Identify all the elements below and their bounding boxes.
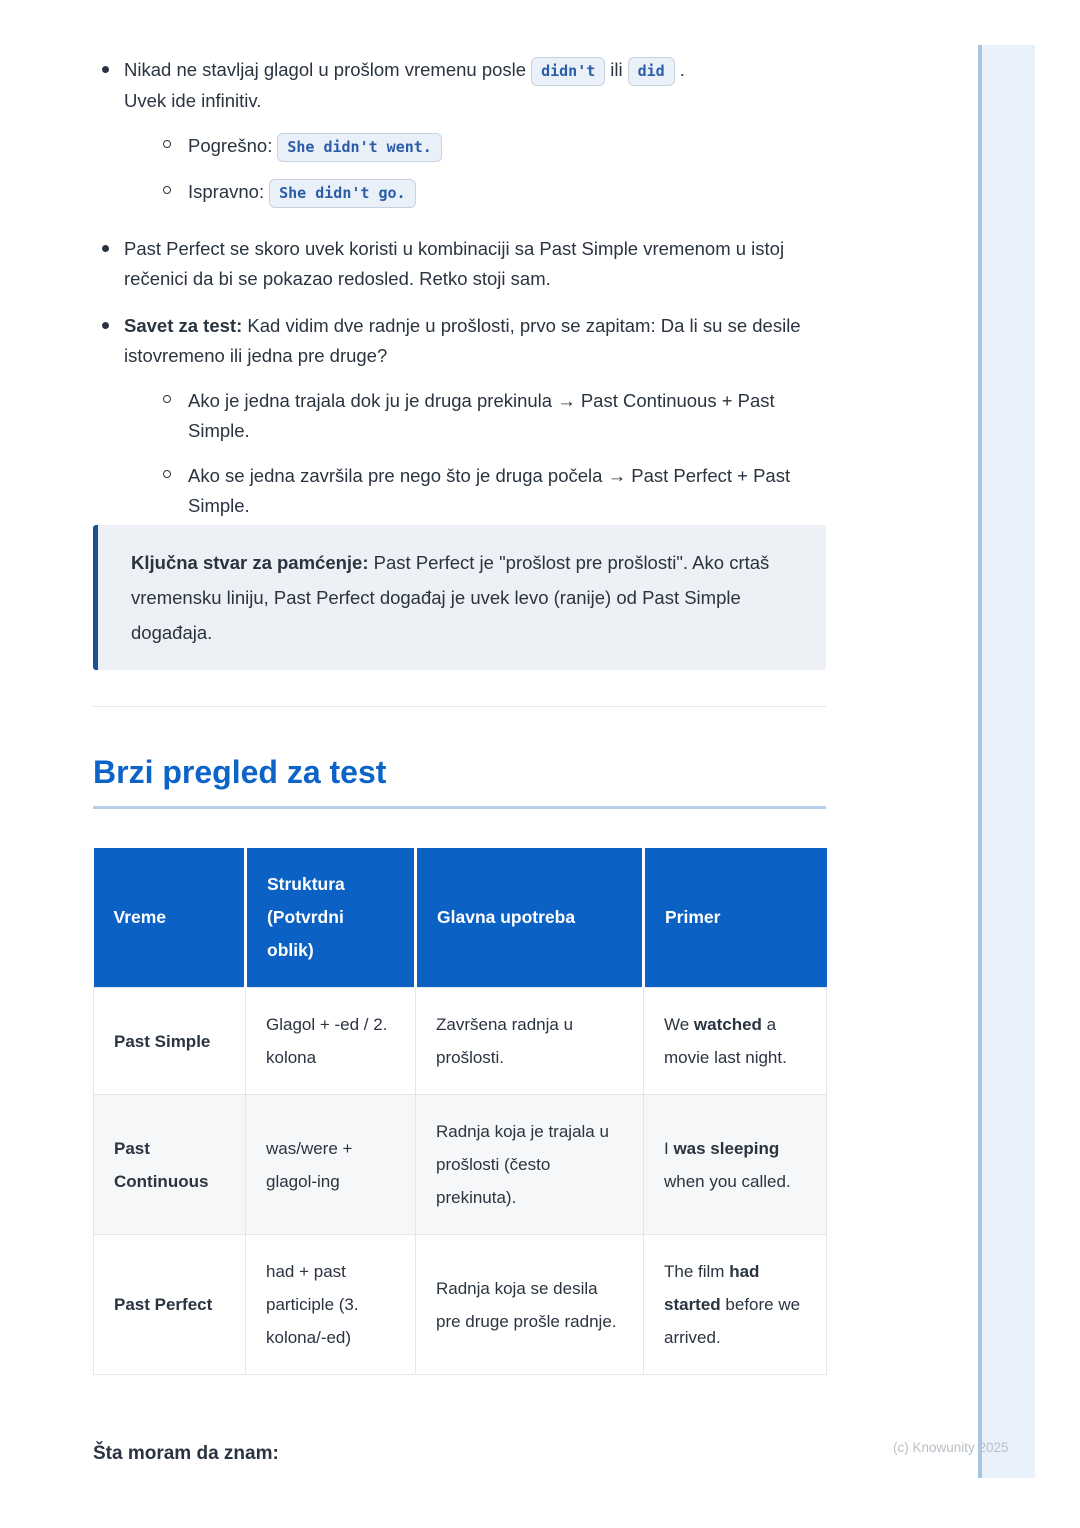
sub-bullet-label: Pogrešno: bbox=[188, 135, 273, 156]
sub-bullet-marker bbox=[163, 186, 171, 194]
callout-bold-lead: Ključna stvar za pamćenje: bbox=[131, 552, 369, 573]
sub-bullet-text: Ako je jedna trajala dok ju je druga prekinula → Past Continuous + Past Simple. bbox=[188, 390, 775, 441]
table-header-row bbox=[94, 848, 827, 988]
primer-text: We bbox=[664, 1015, 694, 1034]
sub-bullet-wrong-example bbox=[155, 131, 826, 162]
bullet-bold-lead: Savet za test: bbox=[124, 315, 243, 336]
footer-heading: Šta moram da znam: bbox=[93, 1443, 279, 1464]
bullet-text bbox=[124, 55, 826, 116]
sub-bullet-list bbox=[155, 131, 826, 208]
primer-text: a movie last night. bbox=[664, 1015, 787, 1067]
bullet-item-no-past-after-didnt bbox=[93, 55, 826, 208]
bullet-text-segment: Kad vidim dve radnje u prošlosti, prvo se zapitam: Da li su se desile istovremeno ili jedna pre druge? bbox=[124, 315, 801, 366]
cell-vreme: Past Perfect bbox=[94, 1235, 246, 1375]
header-cell-struktura: Struktura (Potvrdni oblik) bbox=[246, 848, 416, 988]
primer-text: when you called. bbox=[664, 1171, 791, 1191]
bullet-marker bbox=[102, 322, 109, 329]
bullet-item-test-tip bbox=[93, 311, 826, 521]
sub-bullet-text: Ako se jedna završila pre nego što je druga počela → Past Perfect + Past Simple. bbox=[188, 465, 791, 516]
bullet-marker bbox=[102, 66, 109, 73]
section-divider bbox=[93, 706, 826, 707]
cell-primer bbox=[644, 1095, 827, 1235]
table-row-past-simple bbox=[94, 988, 827, 1095]
watermark: (c) Knowunity 2025 bbox=[893, 1440, 1009, 1455]
bullet-text: Past Perfect se skoro uvek koristi u kombinaciji sa Past Simple vremenom u istoj rečenici da bi se pokazao redosled. Retko stoji sam. bbox=[124, 238, 785, 289]
table-row-past-continuous bbox=[94, 1095, 827, 1235]
cell-struktura: had + past participle (3. kolona/-ed) bbox=[246, 1235, 416, 1375]
bullet-text-segment: ili bbox=[610, 59, 623, 80]
sub-bullet-perfect-rule bbox=[155, 461, 826, 521]
header-cell-vreme: Vreme bbox=[94, 848, 246, 988]
bullet-text-segment: Nikad ne stavljaj glagol u prošlom vremenu posle bbox=[124, 59, 527, 80]
primer-bold: had started bbox=[664, 1262, 760, 1314]
primer-text: I bbox=[664, 1138, 674, 1158]
header-cell-upotreba: Glavna upotreba bbox=[416, 848, 644, 988]
code-chip-correct-sentence: She didn't go. bbox=[269, 179, 415, 208]
quick-review-table bbox=[93, 848, 827, 1375]
cell-primer bbox=[644, 988, 827, 1095]
cell-upotreba: Radnja koja je trajala u prošlosti (često prekinuta). bbox=[416, 1095, 644, 1235]
cell-struktura: was/were + glagol-ing bbox=[246, 1095, 416, 1235]
sub-bullet-marker bbox=[163, 140, 171, 148]
code-chip-wrong-sentence: She didn't went. bbox=[277, 133, 442, 162]
callout-text: Past Perfect je "prošlost pre prošlosti". Ako crtaš vremensku liniju, Past Perfect događaj je uvek levo (ranije) od Past Simple događaja. bbox=[131, 552, 770, 643]
cell-vreme: Past Simple bbox=[94, 988, 246, 1095]
bullet-text-segment: . bbox=[679, 59, 685, 80]
table-row-past-perfect bbox=[94, 1235, 827, 1375]
primer-text: before we arrived. bbox=[664, 1295, 801, 1347]
bullet-marker bbox=[102, 245, 109, 252]
cell-primer bbox=[644, 1235, 827, 1375]
page-title: Brzi pregled za test bbox=[93, 752, 826, 809]
primer-text: The film bbox=[664, 1262, 730, 1281]
bullet-item-past-perfect-combination bbox=[93, 234, 826, 294]
bullet-list bbox=[93, 0, 826, 521]
cell-vreme: Past Continuous bbox=[94, 1095, 246, 1235]
primer-bold: was sleeping bbox=[673, 1138, 780, 1158]
cell-upotreba: Završena radnja u prošlosti. bbox=[416, 988, 644, 1095]
bullet-text-line2: Uvek ide infinitiv. bbox=[124, 90, 262, 111]
right-page-edge-strip bbox=[978, 45, 1035, 1478]
bullet-text bbox=[124, 311, 826, 371]
content-column bbox=[93, 0, 826, 521]
sub-bullet-label: Ispravno: bbox=[188, 181, 265, 202]
header-cell-primer: Primer bbox=[644, 848, 827, 988]
sub-bullet-correct-example bbox=[155, 177, 826, 208]
sub-bullet-marker bbox=[163, 470, 171, 478]
sub-bullet-marker bbox=[163, 395, 171, 403]
sub-bullet-list bbox=[155, 386, 826, 521]
code-chip-didnt: didn't bbox=[531, 57, 605, 86]
key-point-callout bbox=[93, 525, 826, 670]
cell-upotreba: Radnja koja se desila pre druge prošle radnje. bbox=[416, 1235, 644, 1375]
cell-struktura: Glagol + -ed / 2. kolona bbox=[246, 988, 416, 1095]
sub-bullet-continuous-rule bbox=[155, 386, 826, 446]
code-chip-did: did bbox=[628, 57, 675, 86]
primer-bold: watched bbox=[693, 1015, 762, 1034]
